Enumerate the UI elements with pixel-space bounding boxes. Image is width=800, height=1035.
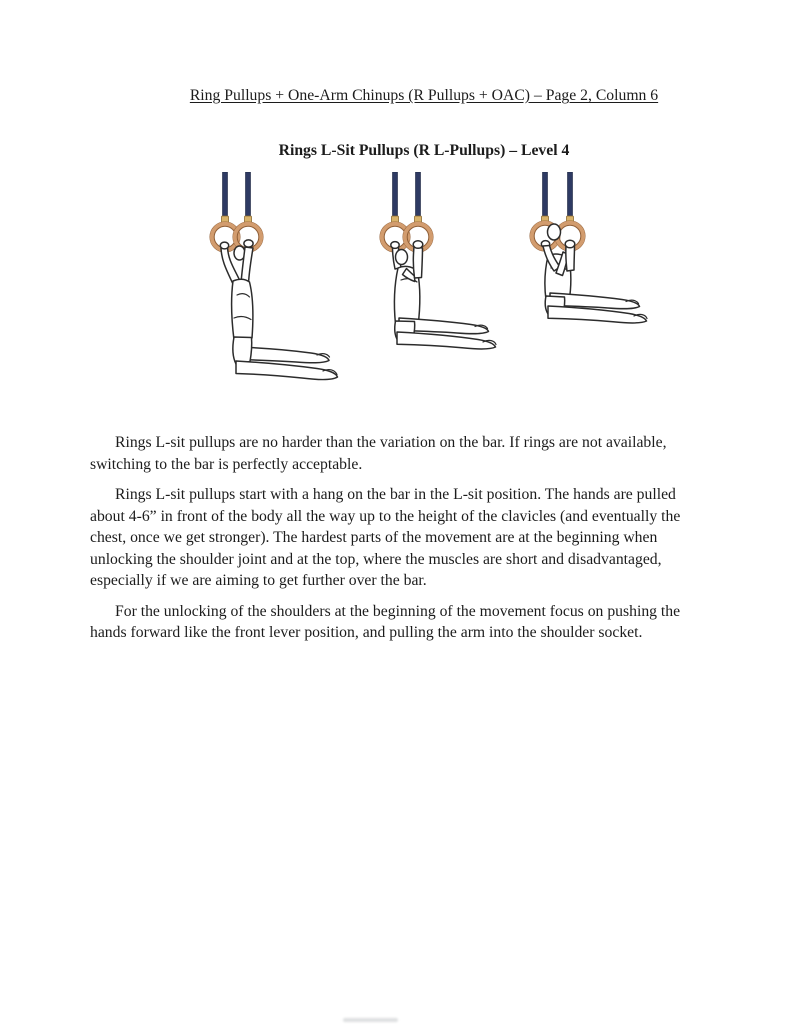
figure-top-pullup-illustration [513,172,658,327]
paragraph-2: Rings L-sit pullups start with a hang on the bar in the L-sit position. The hands are pulled about 4-6” in front of the body all the way up to the height of the clavicles (and eventually the chest, once we get stronger). The hardest parts of the movement are at the beginning when unlocking the shoulder joint and at the top, where the muscles are short and disadvantaged, especially if we are aiming to get further over the bar. [90,486,681,589]
page-heading-text: Ring Pullups + One-Arm Chinups (R Pullups + OAC) – Page 2, Column 6 [189,87,659,104]
page-heading [0,86,800,105]
athlete-figure [391,241,496,349]
athlete-figure [541,224,647,323]
figure-hang-bottom-illustration [193,172,353,394]
paragraph-3: For the unlocking of the shoulders at the beginning of the movement focus on pushing the hands forward like the front lever position, and pulling the arm into the shoulder socket. [90,602,681,641]
figure-mid-pullup-illustration [363,172,508,350]
cutoff-footer-text [343,1018,398,1022]
exercise-title: Rings L-Sit Pullups (R L-Pullups) – Level 4 [278,142,570,159]
athlete-figure [220,240,337,380]
rings-and-straps [380,172,433,252]
body-text [90,432,714,653]
rings-and-straps [210,172,263,252]
paragraph-1: Rings L-sit pullups are no harder than the variation on the bar. If rings are not available, switching to the bar is perfectly acceptable. [90,434,667,473]
illustration-row [0,172,800,410]
